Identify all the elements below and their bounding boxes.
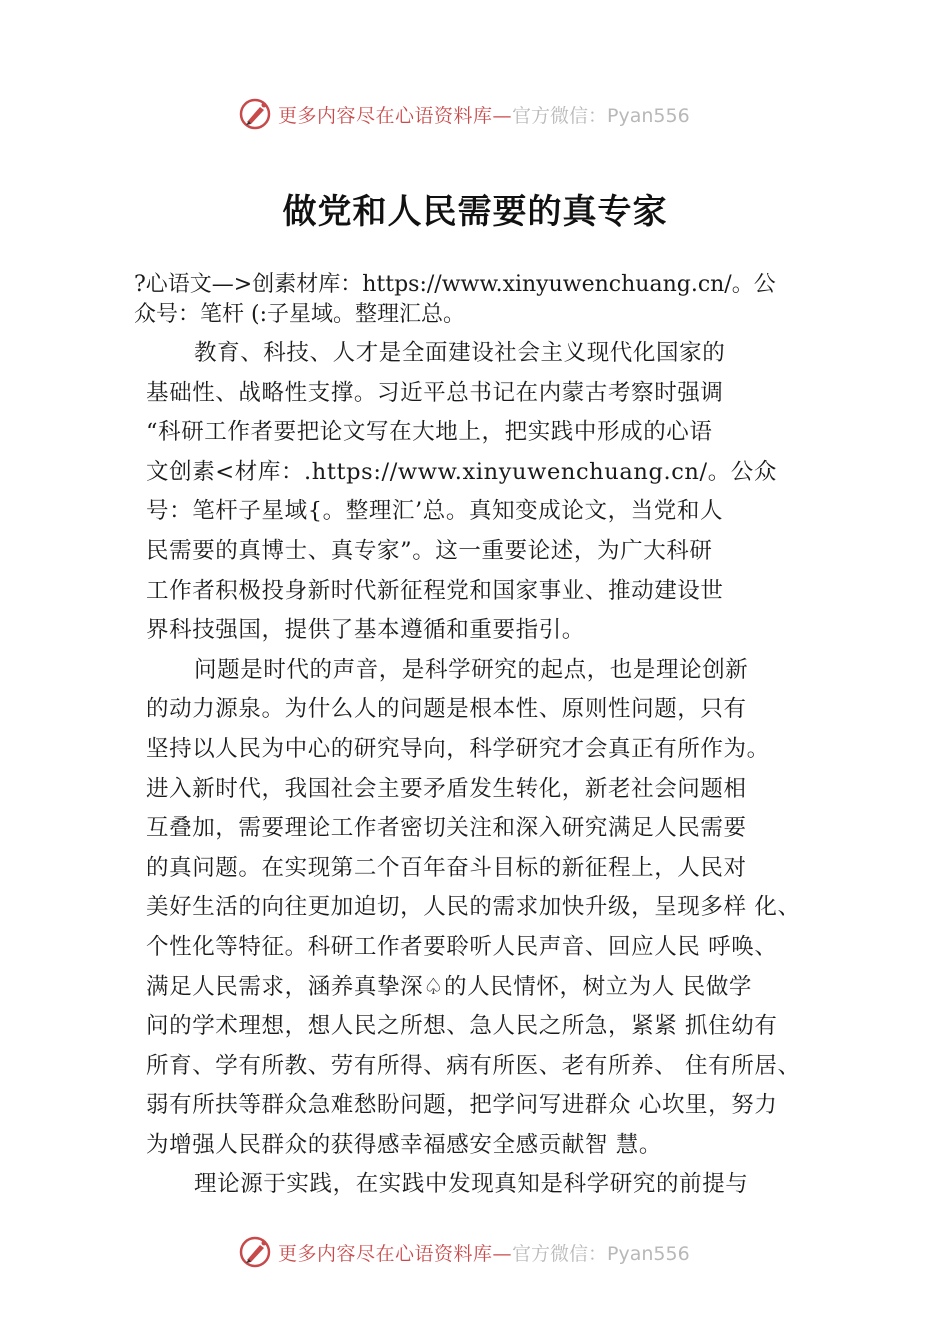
banner-wechat: 官方微信：Pyan556 — [512, 104, 690, 127]
paragraph-line: 基础性、战略性支撑。习近平总书记在内蒙古考察时强调 — [146, 379, 724, 406]
paragraph-line: 坚持以人民为中心的研究导向，科学研究才会真正有所作为。 — [146, 735, 770, 762]
paragraph-line: 的真问题。在实现第二个百年奋斗目标的新征程上，人民对 — [146, 854, 747, 881]
paragraph-line: 所育、学有所教、劳有所得、病有所医、老有所养、 住有所居、 — [146, 1052, 801, 1079]
page-title: 做党和人民需要的真专家 — [282, 192, 668, 232]
paragraph-line: 工作者积极投身新时代新征程党和国家事业、推动建设世 — [146, 577, 724, 604]
paragraph-line: 问的学术理想，想人民之所想、急人民之所急，紧紧 抓住幼有 — [146, 1013, 778, 1040]
article-body — [146, 334, 846, 1205]
banner-wechat: 官方微信：Pyan556 — [512, 1242, 690, 1265]
paragraph-line: 为增强人民群众的获得感幸福感安全感贡献智 慧。 — [146, 1131, 662, 1158]
pen-circle-logo — [238, 97, 272, 131]
header-banner — [238, 94, 758, 134]
banner-text: 更多内容尽在心语资料库— — [278, 1242, 513, 1265]
paragraph-line: 进入新时代，我国社会主要矛盾发生转化，新老社会问题相 — [146, 775, 747, 802]
paragraph-line: 的动力源泉。为什么人的问题是根本性、原则性问题，只有 — [146, 696, 747, 723]
paragraph-line: 教育、科技、人才是全面建设社会主义现代化国家的 — [194, 340, 726, 366]
paragraph-line: 理论源于实践，在实践中发现真知是科学研究的前提与 — [194, 1171, 749, 1198]
source-line: 众号：笔杆 (:子星域。整理汇总。 — [134, 302, 465, 327]
paragraph-line: 美好生活的向往更加迫切，人民的需求加快升级，呈现多样 化、 — [146, 894, 801, 921]
pen-circle-logo — [238, 1235, 272, 1269]
paragraph-line: 号：笔杆子星域{。整理汇’总。真知变成论文，当党和人 — [146, 498, 724, 525]
paragraph-line: 满足人民需求，涵养真挚深♤的人民情怀，树立为人 民做学 — [146, 973, 753, 1000]
source-line: ?心语文—>创素材库：https://www.xinyuwenchuang.cn/。公 — [134, 272, 776, 297]
paragraph-line: 互叠加，需要理论工作者密切关注和深入研究满足人民需要 — [146, 815, 747, 842]
paragraph-line: 民需要的真博士、真专家”。这一重要论述，为广大科研 — [146, 537, 713, 564]
paragraph-line: 个性化等特征。科研工作者要聆听人民声音、回应人民 呼唤、 — [146, 933, 778, 960]
paragraph-line: “科研工作者要把论文写在大地上，把实践中形成的心语 — [146, 419, 713, 446]
source-note — [134, 270, 834, 330]
paragraph-line: 弱有所扶等群众急难愁盼问题，把学问写进群众 心坎里，努力 — [146, 1092, 778, 1119]
footer-banner — [238, 1232, 758, 1272]
banner-text: 更多内容尽在心语资料库— — [278, 104, 513, 127]
paragraph-line: 文创素<材库：.https://www.xinyuwenchuang.cn/。公众 — [146, 458, 777, 485]
paragraph-line: 问题是时代的声音，是科学研究的起点，也是理论创新 — [194, 656, 749, 683]
paragraph-line: 界科技强国，提供了基本遵循和重要指引。 — [146, 617, 585, 644]
